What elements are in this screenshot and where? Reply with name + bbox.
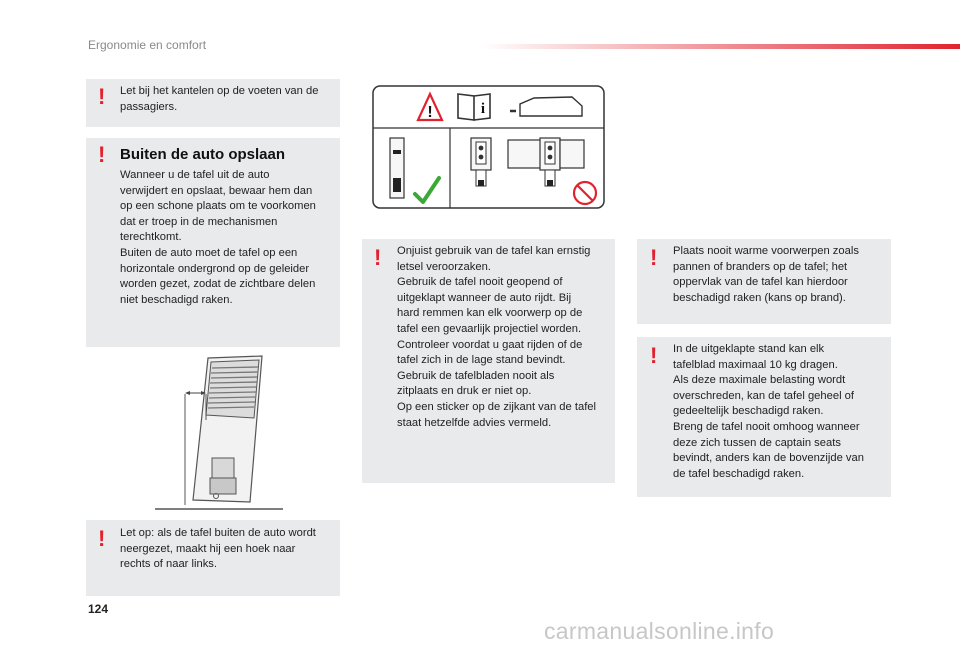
warning-text-angle: Let op: als de tafel buiten de auto wordt neergezet, maakt hij een hoek naar rechts of naar links.	[120, 527, 316, 571]
warning-icon: !	[650, 245, 658, 270]
warning-text-load: In de uitgeklapte stand kan elk tafelblad maximaal 10 kg dragen. Als deze maximale belasting wordt overschreden, kan de tafel geheel of gedeeltelijk beschadigd raken. Breng de tafel nooit omhoog wanneer deze zich tussen de captain seats bevindt, anders kan de bovenzijde van de tafel beschadigd raken.	[673, 343, 864, 480]
warning-text-misuse: Onjuist gebruik van de tafel kan ernstig letsel veroorzaken. Gebruik de tafel nooit geopend of uitgeklapt wanneer de auto rijdt. Bij hard remmen kan elk voorwerp op de tafel een gevaarlijk projectiel worden. Controleer voordat u gaat rijden of de tafel zich in de lage stand bevindt. Gebruik de tafelbladen nooit als zitplaats en druk er niet op. Op een sticker op de zijkant van de tafel staat hetzelfde advies vermeld.	[397, 245, 597, 429]
warning-icon: !	[650, 343, 658, 368]
page-number: 124	[88, 602, 109, 616]
warning-text-storage: Wanneer u de tafel uit de auto verwijdert en opslaat, bewaar hem dan op een schone plaats om te voorkomen dat er troep in de mechanismen terechtkomt. Buiten de auto moet de tafel op een horizontale ondergrond op de geleider worden gezet, zodat de zichtbare delen niet beschadigd raken.	[120, 169, 316, 306]
warning-icon: !	[98, 142, 106, 167]
warning-text-heat: Plaats nooit warme voorwerpen zoals pannen of branders op de tafel; het oppervlak van de tafel kan hierdoor beschadigd raken (kans op brand).	[673, 245, 859, 304]
watermark: carmanualsonline.info	[544, 618, 775, 644]
warning-icon: !	[98, 526, 106, 551]
warning-icon: !	[374, 245, 382, 270]
section-header: Ergonomie en comfort	[88, 38, 207, 52]
warning-text-tilt: Let bij het kantelen op de voeten van de passagiers.	[120, 85, 319, 113]
table-sticker-diagram	[368, 82, 608, 212]
warning-triangle-icon: !	[427, 104, 433, 121]
manual-book-icon: i	[480, 101, 486, 117]
warning-icon: !	[98, 84, 106, 109]
header-accent-line	[480, 44, 960, 49]
table-angle-illustration	[150, 350, 290, 515]
storage-title: Buiten de auto opslaan	[120, 146, 286, 163]
